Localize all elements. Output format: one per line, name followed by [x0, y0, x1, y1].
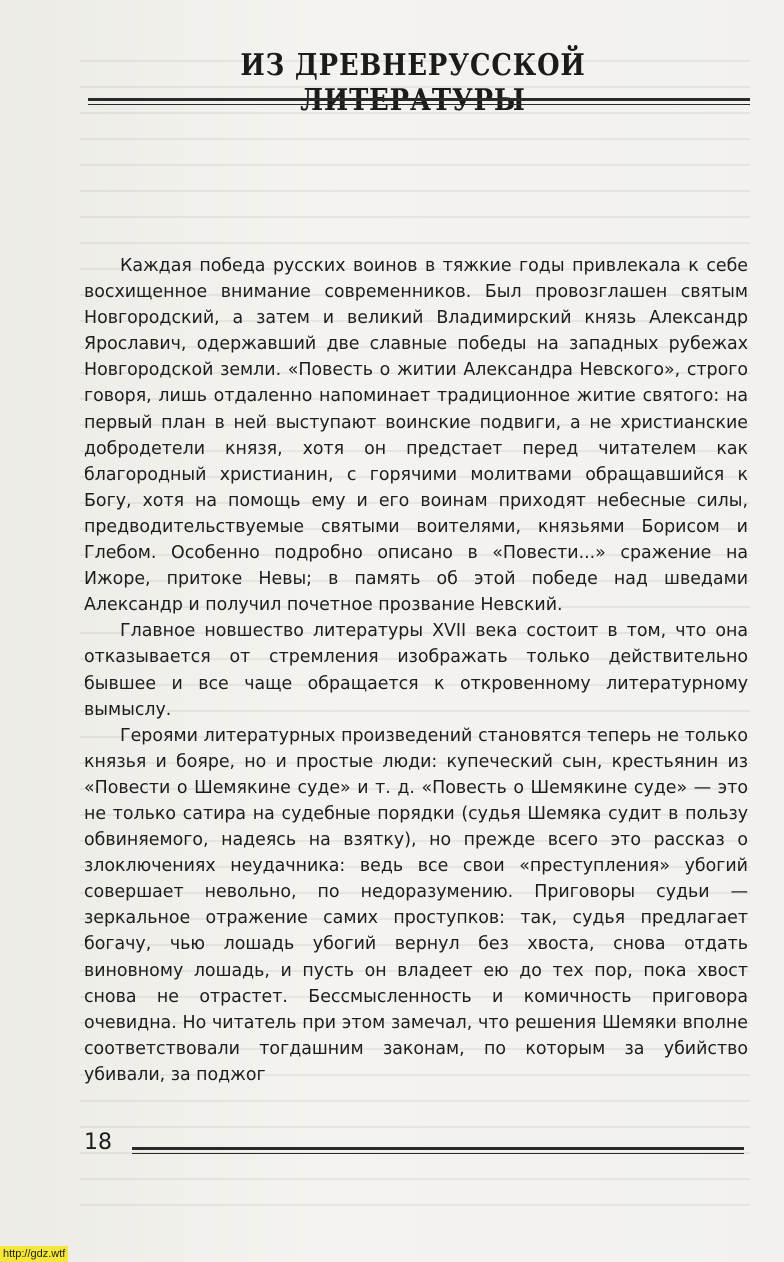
header-rule-thin	[88, 104, 750, 105]
body-text	[84, 253, 748, 1088]
watermark-link[interactable]: http://gdz.wtf	[0, 1246, 68, 1262]
footer-rule-thin	[132, 1153, 744, 1154]
running-header-title: ИЗ ДРЕВНЕРУССКОЙ	[240, 48, 586, 83]
paragraph: Главное новшество литературы XVII века состоит в том, что она отказывается от стремления изображать только действительно бывшее и все чаще обращается к откровенному литературному вымыслу.	[84, 621, 748, 720]
page-number: 18	[84, 1130, 112, 1155]
paragraph: Героями литературных произведений становятся теперь не только князья и бояре, но и простые люди: купеческий сын, крестьянин из «Повести о Шемякине суде» и т. д. «Повесть о Шемякине суде» — это не только сатира на судебные порядки (судья Шемяка судит в пользу обвиняемого, надеясь на взятку), но прежде всего это рассказ о злоключениях неудачника: ведь все свои «преступления» убогий совершает невольно, по недоразумению. Приговоры судьи — зеркальное отражение самих проступков: так, судья предлагает богачу, чью лошадь убогий вернул без хвоста, снова отдать виновному лошадь, и пусть он владеет ею до тех пор, пока хвост снова не отрастет. Бессмысленность и комичность приговора очевидна. Но читатель при этом замечал, что решения Шемяки вполне соответствовали тогдашним законам, по которым за убийство убивали, за поджог	[84, 725, 748, 1085]
header-rule-thick	[88, 98, 750, 101]
footer-rule-thick	[132, 1147, 744, 1150]
paragraph: Каждая победа русских воинов в тяжкие годы привлекала к себе восхищенное внимание современников. Был провозглашен святым Новгородский, а затем и великий Владимирский князь Александр Ярославич, одержавший две славные победы на западных рубежах Новгородской земли. «Повесть о житии Александра Невского», строго говоря, лишь отдаленно напоминает традиционное житие святого: на первый план в ней выступают воинские подвиги, а не христианские добродетели князя, хотя он предстает перед читателем как благородный христианин, с горячими молитвами обращавшийся к Богу, хотя на помощь ему и его воинам приходят небесные силы, предводительствуемые святыми воителями, князьями Борисом и Глебом. Особенно подробно описано в «Повести...» сражение на Ижоре, притоке Невы; в память об этой победе над шведами Александр и получил почетное прозвание Невский.	[84, 256, 748, 616]
